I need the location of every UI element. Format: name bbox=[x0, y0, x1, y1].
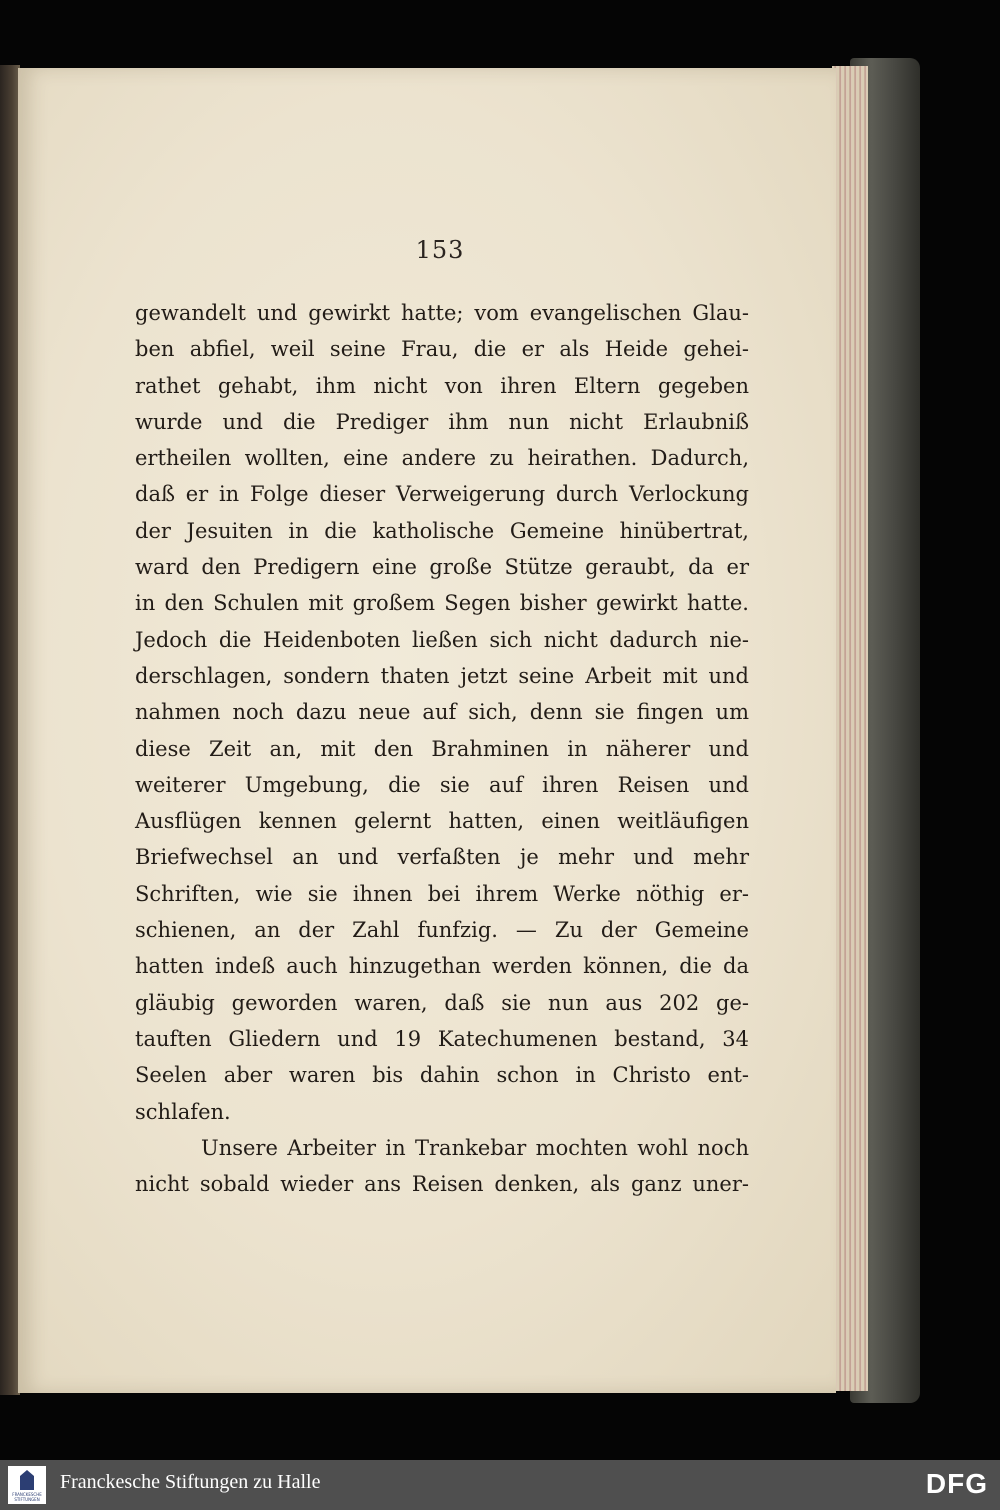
text-line: Schriften, wie sie ihnen bei ihrem Werke nöthig er- bbox=[135, 881, 749, 906]
paragraph-start-line: Unsere Arbeiter in Trankebar mochten wohl noch bbox=[201, 1135, 749, 1160]
page-number: 153 bbox=[415, 236, 465, 264]
book-left-board bbox=[0, 65, 20, 1395]
text-line: wurde und die Prediger ihm nun nicht Erlaubniß bbox=[135, 409, 749, 434]
text-line: hatten indeß auch hinzugethan werden können, die da bbox=[135, 954, 749, 979]
text-line: Seelen aber waren bis dahin schon in Christo ent- bbox=[135, 1063, 749, 1088]
text-line: der Jesuiten in die katholische Gemeine hinübertrat, bbox=[135, 518, 749, 543]
text-line: nicht sobald wieder ans Reisen denken, als ganz uner- bbox=[135, 1172, 749, 1197]
text-line: in den Schulen mit großem Segen bisher gewirkt hatte. bbox=[135, 591, 749, 616]
text-line: weiterer Umgebung, die sie auf ihren Reisen und bbox=[135, 772, 749, 797]
page-edges bbox=[832, 66, 868, 1391]
text-line: ertheilen wollten, eine andere zu heirathen. Dadurch, bbox=[135, 446, 749, 471]
text-line: diese Zeit an, mit den Brahminen in näherer und bbox=[135, 736, 749, 761]
text-line: gläubig geworden waren, daß sie nun aus 202 ge- bbox=[135, 990, 749, 1015]
text-line: tauften Gliedern und 19 Katechumenen bestand, 34 bbox=[135, 1026, 749, 1051]
institution-name[interactable]: Franckesche Stiftungen zu Halle bbox=[60, 1471, 321, 1493]
logo-caption: FRANCKESCHE STIFTUNGEN bbox=[12, 1492, 42, 1502]
text-line: Briefwechsel an und verfaßten je mehr und mehr bbox=[135, 845, 749, 870]
body-text bbox=[135, 295, 749, 1202]
text-line: Ausflügen kennen gelernt hatten, einen weitläufigen bbox=[135, 809, 749, 834]
text-line: ward den Predigern eine große Stütze geraubt, da er bbox=[135, 555, 749, 580]
text-line: schienen, an der Zahl funfzig. — Zu der Gemeine bbox=[135, 918, 749, 943]
text-line: gewandelt und gewirkt hatte; vom evangelischen Glau- bbox=[135, 301, 749, 325]
text-line: Jedoch die Heidenboten ließen sich nicht dadurch nie- bbox=[135, 627, 749, 652]
institution-logo[interactable] bbox=[8, 1466, 46, 1504]
text-line: schlafen. bbox=[135, 1099, 231, 1124]
viewer-footer-bar bbox=[0, 1460, 1000, 1510]
text-line: derschlagen, sondern thaten jetzt seine Arbeit mit und bbox=[135, 663, 749, 688]
text-line: rathet gehabt, ihm nicht von ihren Eltern gegeben bbox=[135, 373, 749, 398]
funder-logo[interactable]: DFG bbox=[925, 1468, 988, 1499]
text-line: nahmen noch dazu neue auf sich, denn sie fingen um bbox=[135, 700, 749, 725]
text-line: daß er in Folge dieser Verweigerung durch Verlockung bbox=[135, 482, 749, 507]
building-icon bbox=[20, 1470, 34, 1490]
text-line: ben abfiel, weil seine Frau, die er als Heide gehei- bbox=[135, 337, 749, 362]
